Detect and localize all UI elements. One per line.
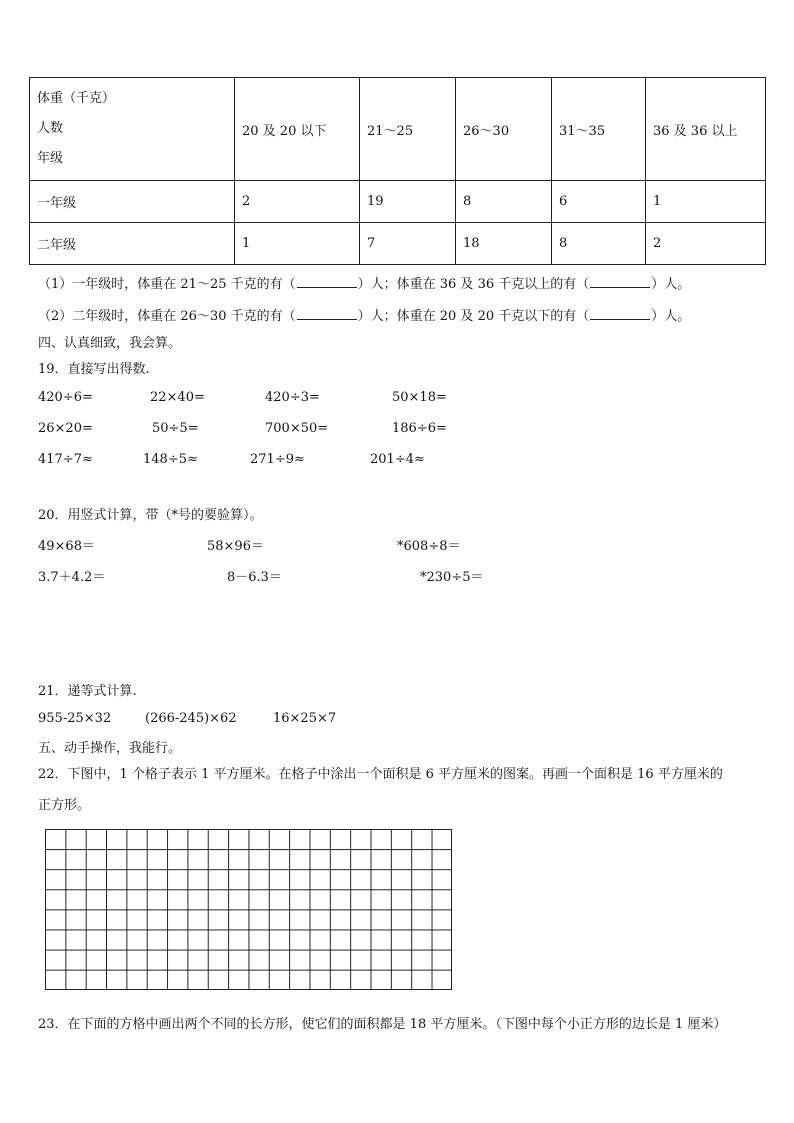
count-cell: 2	[646, 223, 766, 265]
question-text: ）人；体重在 36 及 36 千克以上的有（	[357, 277, 590, 292]
count-cell: 1	[646, 181, 766, 223]
mental-calc-item: 420÷6=	[38, 390, 93, 405]
q23-text: 23．在下面的方格中画出两个不同的长方形，使它们的面积都是 18 平方厘米。（下图中每个小正方形的边长是 1 厘米）	[38, 1017, 727, 1032]
mental-calc-item: 271÷9≈	[250, 452, 305, 467]
range-header: 36 及 36 以上	[646, 78, 766, 181]
count-cell: 8	[456, 181, 552, 223]
range-header: 26～30	[456, 78, 552, 181]
count-cell: 7	[360, 223, 456, 265]
mental-calc-item: 22×40=	[150, 390, 205, 405]
q21-title: 21．递等式计算.	[38, 684, 137, 699]
question-text: ）人；体重在 20 及 20 千克以下的有（	[357, 309, 590, 324]
table-row	[30, 223, 766, 265]
question-1	[38, 273, 690, 292]
table-corner-header	[30, 78, 235, 181]
answer-blank[interactable]	[590, 307, 650, 320]
vertical-calc-item: 3.7＋4.2＝	[38, 570, 106, 585]
mental-calc-item: 420÷3=	[265, 390, 320, 405]
question-text: （2）二年级时，体重在 26～30 千克的有（	[38, 309, 296, 324]
step-calc-item: 16×25×7	[273, 711, 337, 726]
mental-calc-item: 700×50=	[265, 421, 329, 436]
step-calc-item: (266-245)×62	[145, 711, 237, 726]
section-4-heading: 四、认真细致，我会算。	[38, 336, 182, 351]
table-header-row	[30, 78, 766, 181]
grade-cell: 二年级	[30, 223, 235, 265]
header-grade-label: 年级	[37, 151, 64, 166]
q20-title: 20．用竖式计算，带（*号的要验算）。	[38, 508, 263, 523]
vertical-calc-item: 49×68＝	[38, 539, 95, 554]
header-weight-label: 体重（千克）	[37, 91, 116, 106]
count-cell: 1	[235, 223, 360, 265]
table-row	[30, 181, 766, 223]
range-header: 21～25	[360, 78, 456, 181]
mental-calc-item: 417÷7≈	[38, 452, 93, 467]
step-calc-item: 955-25×32	[38, 711, 112, 726]
header-people-label: 人数	[37, 121, 64, 136]
vertical-calc-item: *230÷5＝	[420, 570, 484, 585]
count-cell: 8	[552, 223, 646, 265]
mental-calc-item: 201÷4≈	[370, 452, 425, 467]
mental-calc-item: 186÷6=	[392, 421, 447, 436]
weight-table	[29, 77, 766, 265]
section-5-heading: 五、动手操作，我能行。	[38, 741, 182, 756]
vertical-calc-item: *608÷8＝	[397, 539, 461, 554]
answer-blank[interactable]	[297, 307, 357, 320]
question-text: （1）一年级时，体重在 21～25 千克的有（	[38, 277, 296, 292]
grade-cell: 一年级	[30, 181, 235, 223]
q22-text-line2: 正方形。	[38, 798, 91, 813]
count-cell: 2	[235, 181, 360, 223]
range-header: 31～35	[552, 78, 646, 181]
mental-calc-item: 50×18=	[392, 390, 447, 405]
count-cell: 19	[360, 181, 456, 223]
vertical-calc-item: 58×96＝	[207, 539, 264, 554]
question-text: ）人。	[651, 277, 691, 292]
mental-calc-item: 26×20=	[38, 421, 93, 436]
range-header: 20 及 20 以下	[235, 78, 360, 181]
q22-text-line1: 22．下图中，1 个格子表示 1 平方厘米。在格子中涂出一个面积是 6 平方厘米的图案。再画一个面积是 16 平方厘米的	[38, 767, 723, 782]
question-text: ）人。	[651, 309, 691, 324]
drawing-grid[interactable]	[45, 829, 452, 990]
count-cell: 18	[456, 223, 552, 265]
answer-blank[interactable]	[297, 275, 357, 288]
mental-calc-item: 148÷5≈	[143, 452, 198, 467]
question-2	[38, 305, 690, 324]
mental-calc-item: 50÷5=	[152, 421, 199, 436]
vertical-calc-item: 8－6.3＝	[227, 570, 282, 585]
count-cell: 6	[552, 181, 646, 223]
answer-blank[interactable]	[590, 275, 650, 288]
q19-title: 19．直接写出得数.	[38, 362, 150, 377]
